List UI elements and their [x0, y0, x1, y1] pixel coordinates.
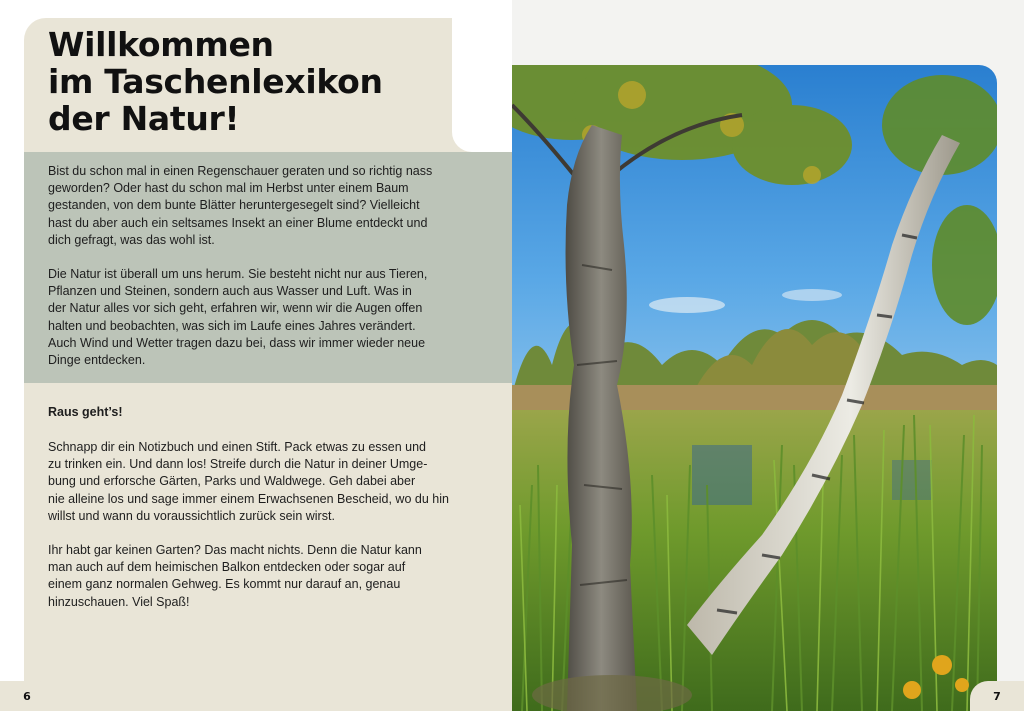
- page-title: [48, 26, 383, 137]
- title-line-1: Willkommen: [48, 25, 274, 64]
- body-paragraph-1: Schnapp dir ein Notizbuch und einen Stift. Pack etwas zu essen und zu trinken ein. Und dann los! Streife durch die Natur in deiner Umge- bung und erforsche Gärten, Parks und Waldwege. Geh dabei aber nie alleine los und sage immer einem Erwachsenen Bescheid, wo du hin willst und wann du voraussichtlich zurück sein wirst.: [48, 440, 449, 523]
- birch-trees-photo: [512, 65, 997, 711]
- page-number-left: 6: [0, 681, 54, 711]
- title-line-2: im Taschenlexikon: [48, 62, 383, 101]
- intro-paragraph-1: Bist du schon mal in einen Regenschauer geraten und so richtig nass geworden? Oder hast du schon mal im Herbst unter einem Baum gestanden, von dem bunte Blätter heruntergesegelt sind? Vielleicht hast du aber auch ein seltsames Insekt an einer Blume entdeckt und dich gefragt, was das wohl ist.: [48, 164, 433, 247]
- page-number-right: 7: [970, 681, 1024, 711]
- right-page: [512, 0, 1024, 711]
- title-line-3: der Natur!: [48, 99, 240, 138]
- subheading: Raus geht’s!: [48, 405, 123, 419]
- intro-paragraph-2: Die Natur ist überall um uns herum. Sie besteht nicht nur aus Tieren, Pflanzen und Steinen, sondern auch aus Wasser und Luft. Was in der Natur alles vor sich geht, erfahren wir, wenn wir die Augen offen halten und beobachten, was sich im Laufe eines Jahres verändert. Auch Wind und Wetter tragen dazu bei, dass wir immer wieder neue Dinge entdecken.: [48, 267, 428, 368]
- body-paragraph-2: Ihr habt gar keinen Garten? Das macht nichts. Denn die Natur kann man auch auf dem heimischen Balkon entdecken oder sogar auf einem ganz normalen Gehweg. Es kommt nur darauf an, genau hinzuschauen. Viel Spaß!: [48, 543, 422, 609]
- paper-notch: [452, 0, 512, 152]
